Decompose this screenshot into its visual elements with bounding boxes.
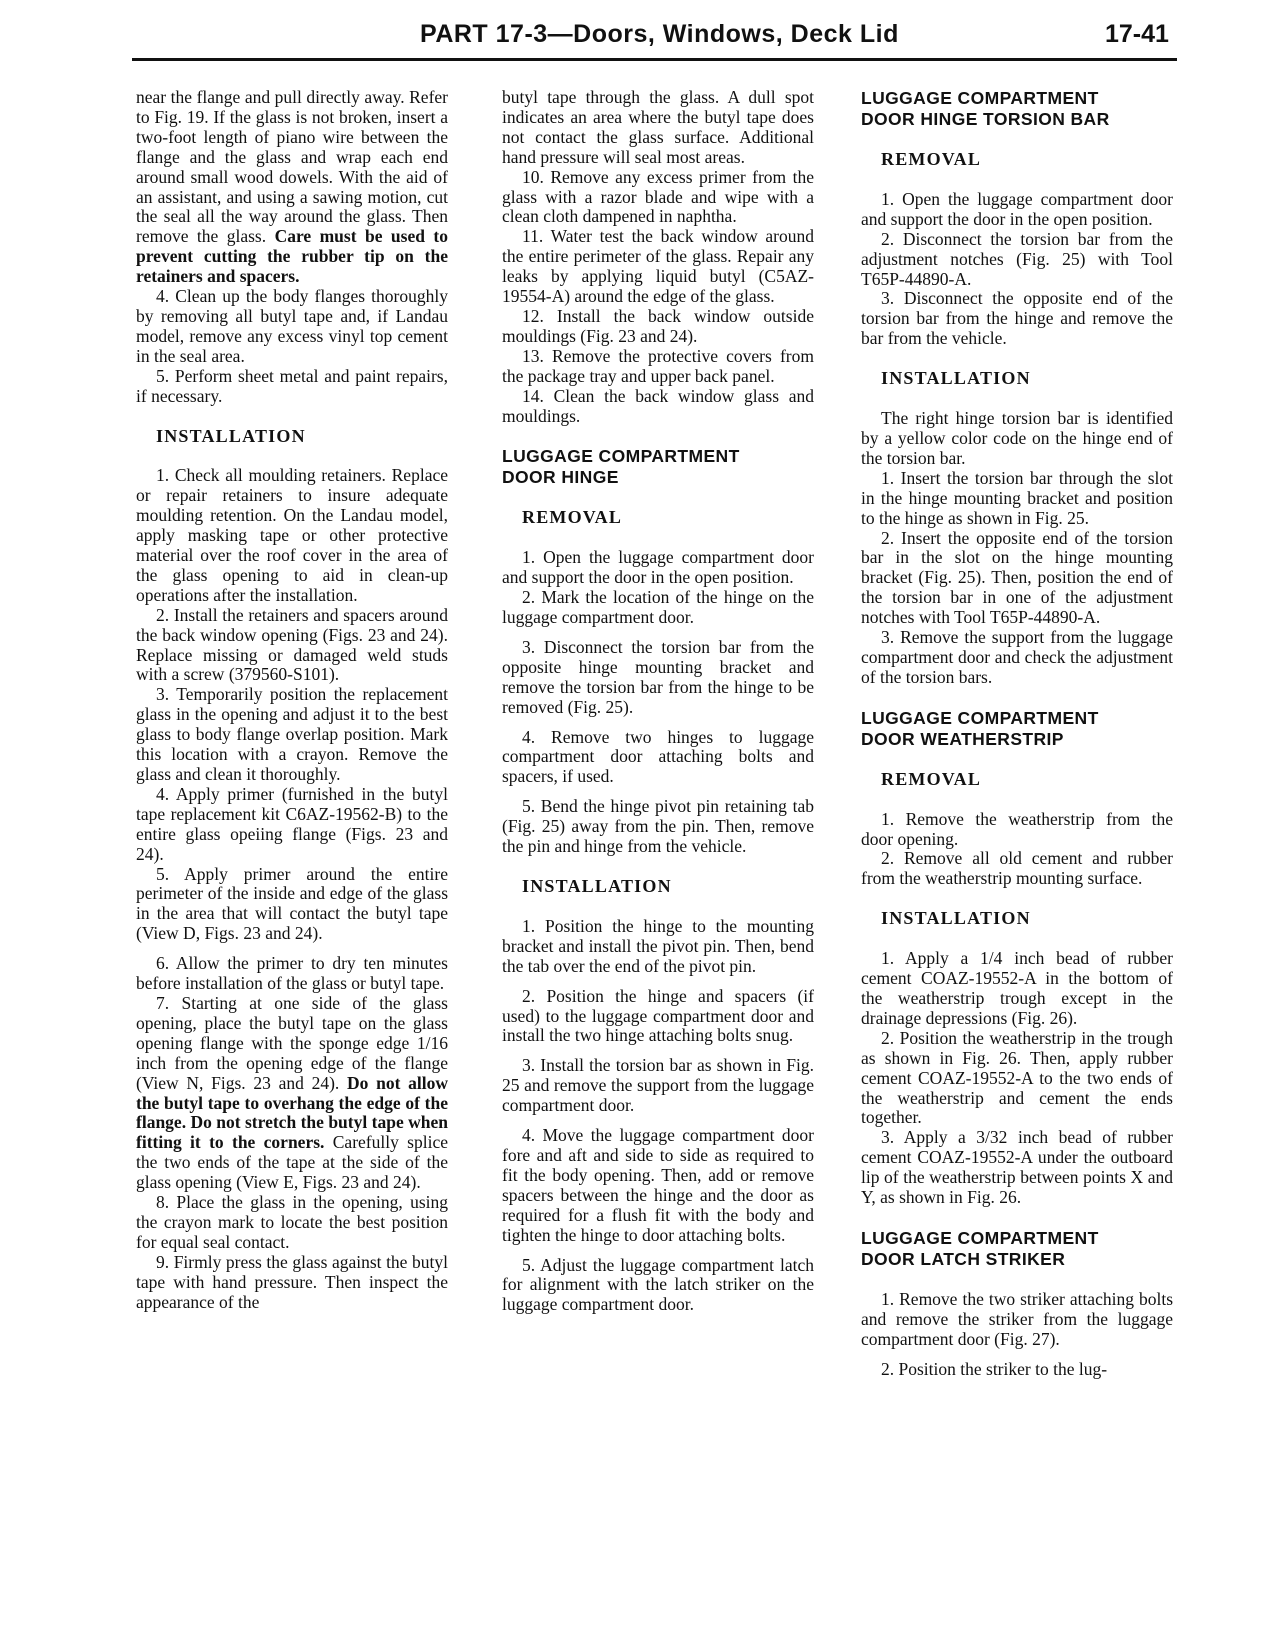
install-step-2: 2. Insert the opposite end of the torsion bar in the slot on the hinge mounting bracket (Fig. 25). Then, position the end of the torsion bar in one of the adjustment notches with Tool T65P-44890-A. [861,527,1173,628]
column-middle [502,88,814,1315]
install-step-2: 2. Position the hinge and spacers (if used) to the luggage compartment door and install the two hinge attaching bolts snug. [502,985,814,1046]
subheading-installation: INSTALLATION [881,908,1031,929]
section-heading-torsion-bar [861,88,1173,130]
subheading-removal: REMOVAL [881,149,982,169]
install-step-5: 5. Apply primer around the entire perimeter of the inside and edge of the glass in the area that will contact the butyl tape (View D, Figs. 23 and 24). [136,863,448,944]
removal-step-3: 3. Disconnect the opposite end of the torsion bar from the hinge and remove the bar from the vehicle. [861,288,1173,349]
step-13: 13. Remove the protective covers from the package tray and upper back panel. [502,345,814,386]
paragraph-text: near the flange and pull directly away. Refer to Fig. 19. If the glass is not broken, insert a two-foot length of piano wire between the flange and the glass and wrap each end around small wood dowels. With the aid of an assistant, and using a sawing motion, cut the seal all the way around the glass. Then remove the glass. [136,87,448,247]
striker-step-2: 2. Position the striker to the lug- [881,1358,1108,1379]
step-10: 10. Remove any excess primer from the glass with a razor blade and wipe with a clean cloth dampened in naphtha. [502,166,814,227]
page-number: 17-41 [1105,20,1169,48]
removal-step-1: 1. Open the luggage compartment door and support the door in the open position. [861,188,1173,229]
paragraph [136,88,448,287]
removal-step-5: 5. Bend the hinge pivot pin retaining tab (Fig. 25) away from the pin. Then, remove the pin and hinge from the vehicle. [502,796,814,857]
step-12: 12. Install the back window outside mouldings (Fig. 23 and 24). [502,305,814,346]
install-step-3: 3. Temporarily position the replacement glass in the opening and adjust it to the best glass to body flange overlap position. Mark this location with a crayon. Remove the glass and clean it thoroughly. [136,684,448,784]
install-step-3: 3. Remove the support from the luggage compartment door and check the adjustment of the torsion bars. [861,627,1173,687]
removal-step-2: 2. Remove all old cement and rubber from the weatherstrip mounting surface. [861,848,1173,889]
step-5: 5. Perform sheet metal and paint repairs, if necessary. [136,365,448,406]
removal-step-4: 4. Remove two hinges to luggage compartment door attaching bolts and spacers, if used. [502,726,814,787]
striker-step-1: 1. Remove the two striker attaching bolts and remove the striker from the luggage compartment door (Fig. 27). [861,1288,1173,1349]
install-step-1: 1. Check all moulding retainers. Replace or repair retainers to insure adequate moulding retention. On the Landau model, apply masking tape or other protective material over the roof cover in the area of the glass opening to aid in clean-up operations after the installation. [136,465,448,605]
install-step-2: 2. Install the retainers and spacers around the back window opening (Figs. 23 and 24). Replace missing or damaged weld studs with a screw (379560-S101). [136,604,448,685]
heading-line: LUGGAGE COMPARTMENT [861,707,1099,728]
subheading-installation: INSTALLATION [156,425,306,446]
header-rule [132,58,1177,61]
removal-step-1: 1. Remove the weatherstrip from the door opening. [861,808,1173,849]
install-step-1: 1. Apply a 1/4 inch bead of rubber cement COAZ-19552-A in the bottom of the weatherstrip trough except in the drainage depressions (Fig. 26). [861,948,1173,1028]
page-header [0,14,1272,60]
subheading-removal: REMOVAL [881,768,982,789]
removal-step-1: 1. Open the luggage compartment door and support the door in the open position. [502,547,814,588]
caution-text: Care must be used to prevent cutting the rubber tip on the retainers and spacers. [136,226,448,287]
subheading-removal: REMOVAL [522,507,623,528]
paragraph: butyl tape through the glass. A dull spot indicates an area where the butyl tape does not contact the glass surface. Additional hand pressure will seal most areas. [502,87,814,167]
removal-step-2: 2. Mark the location of the hinge on the luggage compartment door. [502,587,814,628]
install-step-3: 3. Apply a 3/32 inch bead of rubber cement COAZ-19552-A under the outboard lip of the weatherstrip between points X and Y, as shown in Fig. 26. [861,1127,1173,1208]
install-step-6: 6. Allow the primer to dry ten minutes before installation of the glass or butyl tape. [136,953,448,994]
install-step-8: 8. Place the glass in the opening, using the crayon mark to locate the best position for equal seal contact. [136,1192,448,1252]
page-title: PART 17-3—Doors, Windows, Deck Lid [420,20,899,48]
section-heading-door-hinge [502,446,814,488]
heading-line: DOOR WEATHERSTRIP [861,728,1064,749]
install-step-7 [136,994,448,1193]
heading-line: DOOR LATCH STRIKER [861,1248,1066,1269]
install-step-4: 4. Move the luggage compartment door fore and aft and side to side as required to fit the body opening. Then, add or remove spacers between the hinge and the door as required for a flush fit with the body and tighten the hinge to door attaching bolts. [502,1125,814,1245]
column-left [136,88,448,1312]
step-text: 7. Starting at one side of the glass opening, place the butyl tape on the glass opening flange with the sponge edge 1/16 inch from the opening edge of the flange (View N, Figs. 23 and 24). [136,992,448,1093]
heading-line: DOOR HINGE TORSION BAR [861,109,1110,129]
step-4: 4. Clean up the body flanges thoroughly by removing all butyl tape and, if Landau model, remove any excess vinyl top cement in the seal area. [136,286,448,366]
heading-line: LUGGAGE COMPARTMENT [502,446,740,467]
install-step-1: 1. Position the hinge to the mounting bracket and install the pivot pin. Then, bend the tab over the end of the pivot pin. [502,915,814,976]
heading-line: LUGGAGE COMPARTMENT [861,88,1099,108]
install-step-2: 2. Position the weatherstrip in the trough as shown in Fig. 26. Then, apply rubber cement COAZ-19552-A to the two ends of the weatherstrip and cement the ends together. [861,1027,1173,1128]
step-text: Carefully splice the two ends of the tape at the side of the glass opening (View E, Figs. 23 and 24). [136,1132,448,1193]
column-right [861,88,1173,1380]
step-11: 11. Water test the back window around the entire perimeter of the glass. Repair any leaks by applying liquid butyl (C5AZ-19554-A) around the edge of the glass. [502,226,814,307]
install-step-4: 4. Apply primer (furnished in the butyl tape replacement kit C6AZ-19562-B) to the entire glass opeiing flange (Figs. 23 and 24). [136,783,448,864]
subheading-installation: INSTALLATION [881,368,1031,389]
install-step-3: 3. Install the torsion bar as shown in Fig. 25 and remove the support from the luggage compartment door. [502,1055,814,1116]
subheading-installation: INSTALLATION [522,876,672,896]
install-step-1: 1. Insert the torsion bar through the slot in the hinge mounting bracket and position to the hinge as shown in Fig. 25. [861,467,1173,528]
install-note: The right hinge torsion bar is identified by a yellow color code on the hinge end of the torsion bar. [861,408,1173,468]
heading-line: LUGGAGE COMPARTMENT [861,1227,1099,1248]
step-14: 14. Clean the back window glass and mouldings. [502,385,814,426]
caution-text: Do not allow the butyl tape to overhang the edge of the flange. Do not stretch the butyl tape when fitting it to the corners. [136,1072,448,1153]
removal-step-2: 2. Disconnect the torsion bar from the adjustment notches (Fig. 25) with Tool T65P-44890-A. [861,228,1173,289]
heading-line: DOOR HINGE [502,467,619,488]
removal-step-3: 3. Disconnect the torsion bar from the opposite hinge mounting bracket and remove the torsion bar from the hinge to be removed (Fig. 25). [502,636,814,717]
install-step-5: 5. Adjust the luggage compartment latch for alignment with the latch striker on the luggage compartment door. [502,1254,814,1315]
section-heading-weatherstrip [861,708,1173,750]
section-heading-latch-striker [861,1228,1173,1270]
install-step-9: 9. Firmly press the glass against the butyl tape with hand pressure. Then inspect the appearance of the [136,1251,448,1312]
